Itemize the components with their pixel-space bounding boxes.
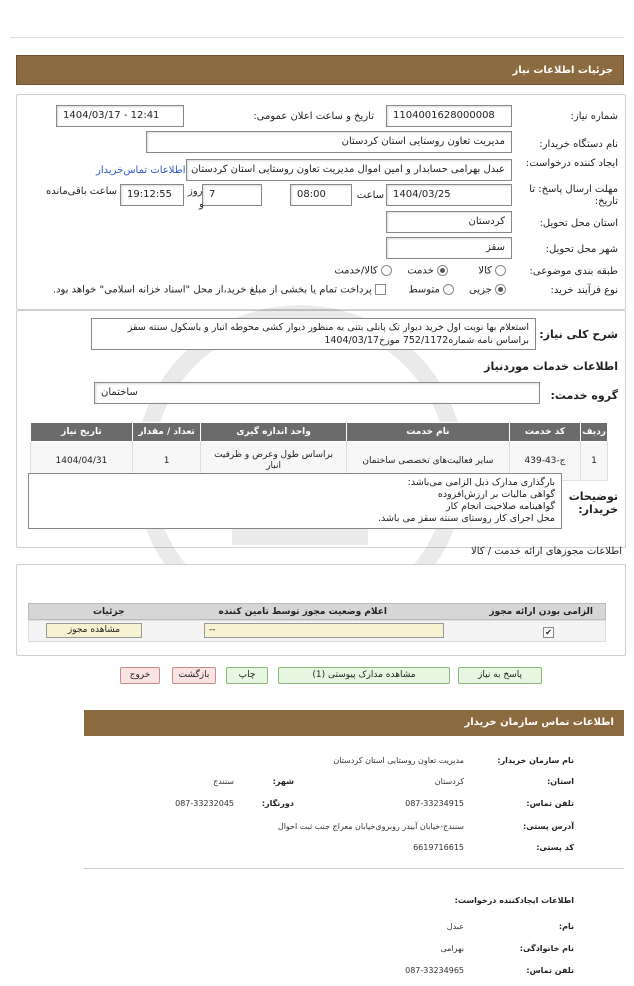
creator-phone-label: تلفن تماس: bbox=[526, 966, 574, 975]
postal-label: کد پستی: bbox=[536, 843, 574, 852]
process-medium-text: متوسط bbox=[408, 284, 440, 296]
contact-phone-value: 087-33234915 bbox=[405, 799, 464, 808]
notes-line-1: بارگذاری مدارک ذیل الزامی می‌باشد: bbox=[407, 477, 555, 488]
notes-label-line-2: خریدار: bbox=[578, 503, 618, 516]
radio-medium[interactable] bbox=[443, 284, 454, 295]
permit-required-checkbox[interactable]: ✔ bbox=[543, 627, 554, 638]
deadline-label: مهلت ارسال پاسخ: تا تاریخ: bbox=[529, 184, 618, 207]
city-field[interactable]: سقز bbox=[386, 237, 512, 259]
need-number-label: شماره نیاز: bbox=[570, 111, 618, 122]
announce-date-label: تاریخ و ساعت اعلان عمومی: bbox=[253, 111, 374, 122]
deadline-time-field[interactable]: 08:00 bbox=[290, 184, 352, 206]
category-label: طبقه بندی موضوعی: bbox=[529, 266, 618, 277]
radio-service[interactable] bbox=[437, 265, 448, 276]
col-qty: تعداد / مقدار bbox=[132, 423, 200, 442]
org-label: نام سازمان خریدار: bbox=[497, 756, 574, 765]
cell-unit-line-2: انبار bbox=[266, 461, 281, 471]
col-row: ردیف bbox=[581, 423, 608, 442]
notes-line-2: گواهی مالیات بر ارزش‌افزوده bbox=[437, 489, 555, 500]
process-minor-text: جزیی bbox=[468, 284, 492, 296]
announce-date-field[interactable]: 1404/03/17 - 12:41 bbox=[56, 105, 184, 127]
notes-line-3: گواهینامه صلاحیت انجام کار bbox=[446, 501, 555, 512]
category-option-goods[interactable] bbox=[478, 265, 506, 277]
treasury-text: پرداخت تمام یا بخشی از مبلغ خرید،از محل "اسناد خزانه اسلامی" خواهد بود. bbox=[52, 284, 372, 296]
creator-name-value: عبدل bbox=[446, 922, 464, 931]
process-label: نوع فرآیند خرید: bbox=[550, 285, 618, 296]
back-button[interactable]: بازگشت bbox=[172, 667, 216, 684]
cell-code: ج-43-439 bbox=[509, 442, 580, 481]
category-service-text: خدمت bbox=[407, 265, 434, 277]
remaining-time-label: ساعت باقی‌مانده bbox=[46, 186, 118, 197]
category-option-both[interactable] bbox=[334, 265, 392, 277]
radio-both[interactable] bbox=[381, 265, 392, 276]
radio-minor[interactable] bbox=[495, 284, 506, 295]
need-number-field[interactable]: 1104001628000008 bbox=[386, 105, 512, 127]
contact-divider bbox=[84, 868, 624, 869]
remaining-days-field[interactable]: 7 bbox=[202, 184, 262, 206]
contact-header bbox=[84, 710, 624, 736]
permit-col-status: اعلام وضعیت مجوز توسط تامین کننده bbox=[218, 607, 387, 617]
service-group-value: ساختمان bbox=[101, 387, 138, 398]
contact-city-value: سنندج bbox=[213, 777, 234, 786]
service-group-label: گروه خدمت: bbox=[550, 389, 618, 402]
print-button[interactable]: چاپ bbox=[226, 667, 268, 684]
address-label: آدرس پستی: bbox=[523, 822, 574, 831]
creator-family-value: بهرامی bbox=[440, 944, 464, 953]
creator-phone-value: 087-33234965 bbox=[405, 966, 464, 975]
contact-title: اطلاعات تماس سازمان خریدار bbox=[464, 717, 614, 728]
cell-name: سایر فعالیت‌های تخصصی ساختمان bbox=[346, 442, 509, 481]
creator-field[interactable]: عبدل بهرامی حسابدار و امین اموال مدیریت تعاون روستایی استان کردستان bbox=[186, 159, 512, 181]
notes-box bbox=[28, 473, 562, 529]
creator-family-label: نام خانوادگی: bbox=[519, 944, 574, 953]
province-label: استان محل تحویل: bbox=[539, 218, 618, 229]
deadline-time-label: ساعت bbox=[356, 190, 384, 201]
permits-title: اطلاعات مجوزهای ارائه خدمت / کالا bbox=[471, 546, 622, 557]
service-group-field[interactable] bbox=[94, 382, 540, 404]
services-title: اطلاعات خدمات موردنیاز bbox=[484, 360, 618, 373]
col-name: نام خدمت bbox=[346, 423, 509, 442]
contact-city-label: شهر: bbox=[272, 777, 294, 786]
contact-fax-value: 087-33232045 bbox=[175, 799, 234, 808]
deadline-date-field[interactable]: 1404/03/25 bbox=[386, 184, 512, 206]
page-header bbox=[16, 55, 624, 85]
cell-qty: 1 bbox=[132, 442, 200, 481]
creator-name-label: نام: bbox=[558, 922, 574, 931]
creator-info-title: اطلاعات ایجاد‌کننده درخواست: bbox=[454, 896, 574, 905]
days-label: روز bbox=[188, 186, 203, 197]
attachments-button[interactable]: مشاهده مدارک پیوستی (1) bbox=[278, 667, 450, 684]
permit-status-field[interactable]: -- bbox=[204, 623, 444, 638]
view-permit-button[interactable]: مشاهده مجوز bbox=[46, 623, 142, 638]
summary-box bbox=[91, 318, 536, 350]
category-option-service[interactable] bbox=[407, 265, 448, 277]
exit-button[interactable]: خروج bbox=[120, 667, 160, 684]
cell-index: 1 bbox=[581, 442, 608, 481]
buyer-contact-link[interactable]: اطلاعات تماس‌خریدار bbox=[96, 165, 186, 176]
permit-col-details: جزئیات bbox=[93, 607, 125, 617]
creator-label: ایجاد کننده درخواست: bbox=[525, 158, 618, 169]
radio-goods[interactable] bbox=[495, 265, 506, 276]
contact-fax-label: دورنگار: bbox=[261, 799, 294, 808]
category-goods-text: کالا bbox=[478, 265, 492, 277]
treasury-checkbox[interactable] bbox=[375, 284, 386, 295]
category-both-text: کالا/خدمت bbox=[334, 265, 378, 277]
notes-line-4: محل اجرای کار روستای سنته سقز می باشد. bbox=[377, 513, 555, 524]
top-divider bbox=[10, 37, 624, 38]
reply-button[interactable]: پاسخ به نیاز bbox=[458, 667, 542, 684]
and-label: و bbox=[199, 199, 204, 210]
permit-col-required: الزامی بودن ارائه مجوز bbox=[489, 607, 593, 617]
buyer-name-label: نام دستگاه خریدار: bbox=[539, 139, 618, 150]
process-option-minor[interactable] bbox=[469, 284, 506, 296]
province-field[interactable]: کردستان bbox=[386, 211, 512, 233]
process-option-medium[interactable] bbox=[408, 284, 454, 296]
permits-header-row bbox=[28, 603, 606, 620]
col-unit: واحد اندازه گیری bbox=[201, 423, 347, 442]
org-value: مدیریت تعاون روستایی استان کردستان bbox=[333, 756, 464, 765]
notes-label-line-1: توضیحات bbox=[568, 490, 618, 503]
col-date: تاریخ نیاز bbox=[31, 423, 133, 442]
address-value: سنندج-خیابان آبیدر روبروی‌خیابان معراج جنب ثبت احوال bbox=[277, 822, 464, 831]
cell-unit-line-1: براساس طول وعرض و ظرفیت bbox=[214, 450, 334, 460]
summary-line-1: استعلام بها نوبت اول خرید دیوار تک پانلی بتنی به منظور دیوار کشی محوطه انبار و باسکول سنته سقز bbox=[127, 322, 529, 333]
remaining-time-field[interactable]: 19:12:55 bbox=[120, 184, 184, 206]
summary-line-2: براساس نامه شماره752/1172 مورخ1404/03/17 bbox=[324, 335, 529, 346]
page-title: جزئیات اطلاعات نیاز bbox=[512, 65, 613, 76]
col-code: کد خدمت bbox=[509, 423, 580, 442]
contact-province-label: استان: bbox=[547, 777, 574, 786]
notes-label bbox=[569, 490, 618, 516]
summary-label: شرح کلی نیاز: bbox=[539, 328, 618, 341]
city-label: شهر محل تحویل: bbox=[545, 244, 618, 255]
cell-date: 1404/04/31 bbox=[31, 442, 133, 481]
postal-value: 6619716615 bbox=[413, 843, 464, 852]
contact-province-value: کردستان bbox=[434, 777, 464, 786]
buyer-name-field[interactable]: مدیریت تعاون روستایی استان کردستان bbox=[146, 131, 512, 153]
contact-phone-label: تلفن تماس: bbox=[526, 799, 574, 808]
treasury-payment-option[interactable] bbox=[53, 284, 386, 296]
